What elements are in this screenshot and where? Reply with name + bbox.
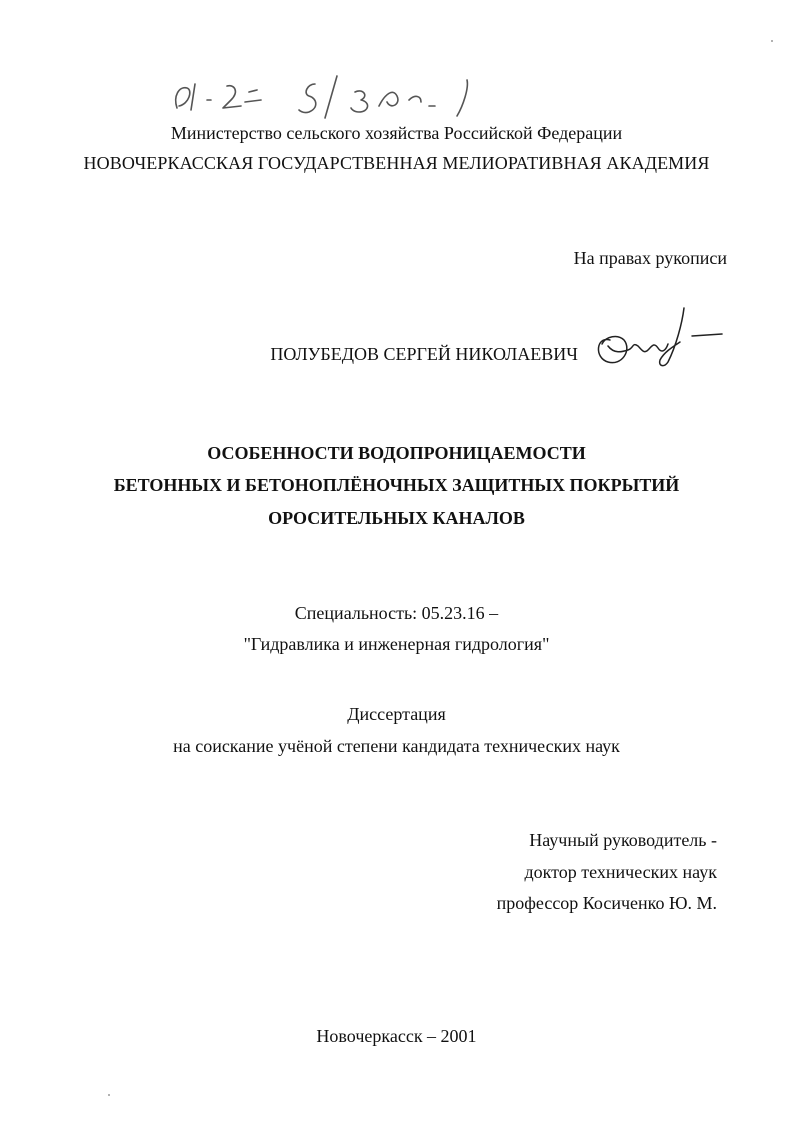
place-and-year: Новочеркасск – 2001 (316, 1026, 477, 1046)
academy-line: НОВОЧЕРКАССКАЯ ГОСУДАРСТВЕННАЯ МЕЛИОРАТИВНАЯ АКАДЕМИЯ (83, 153, 710, 173)
author-signature (588, 306, 728, 376)
author-name: ПОЛУБЕДОВ СЕРГЕЙ НИКОЛАЕВИЧ (270, 344, 578, 364)
supervisor-role: Научный руководитель - (529, 830, 717, 850)
supervisor-name: профессор Косиченко Ю. М. (496, 893, 717, 913)
handwritten-archive-number (165, 66, 545, 126)
ministry-line: Министерство сельского хозяйства Российской Федерации (170, 123, 623, 143)
rights-note: На правах рукописи (573, 248, 727, 268)
title-line-1: ОСОБЕННОСТИ ВОДОПРОНИЦАЕМОСТИ (207, 443, 586, 463)
scan-speck (108, 1094, 110, 1096)
dissertation-label: Диссертация (347, 704, 446, 724)
title-line-2: БЕТОННЫХ И БЕТОНОПЛЁНОЧНЫХ ЗАЩИТНЫХ ПОКРЫТИЙ (113, 475, 680, 495)
supervisor-degree: доктор технических наук (524, 862, 717, 882)
title-line-3: ОРОСИТЕЛЬНЫХ КАНАЛОВ (268, 508, 525, 528)
specialty-code: Специальность: 05.23.16 – (294, 603, 499, 623)
degree-line: на соискание учёной степени кандидата технических наук (173, 736, 620, 756)
specialty-name: "Гидравлика и инженерная гидрология" (243, 634, 550, 654)
scan-speck (771, 40, 773, 42)
